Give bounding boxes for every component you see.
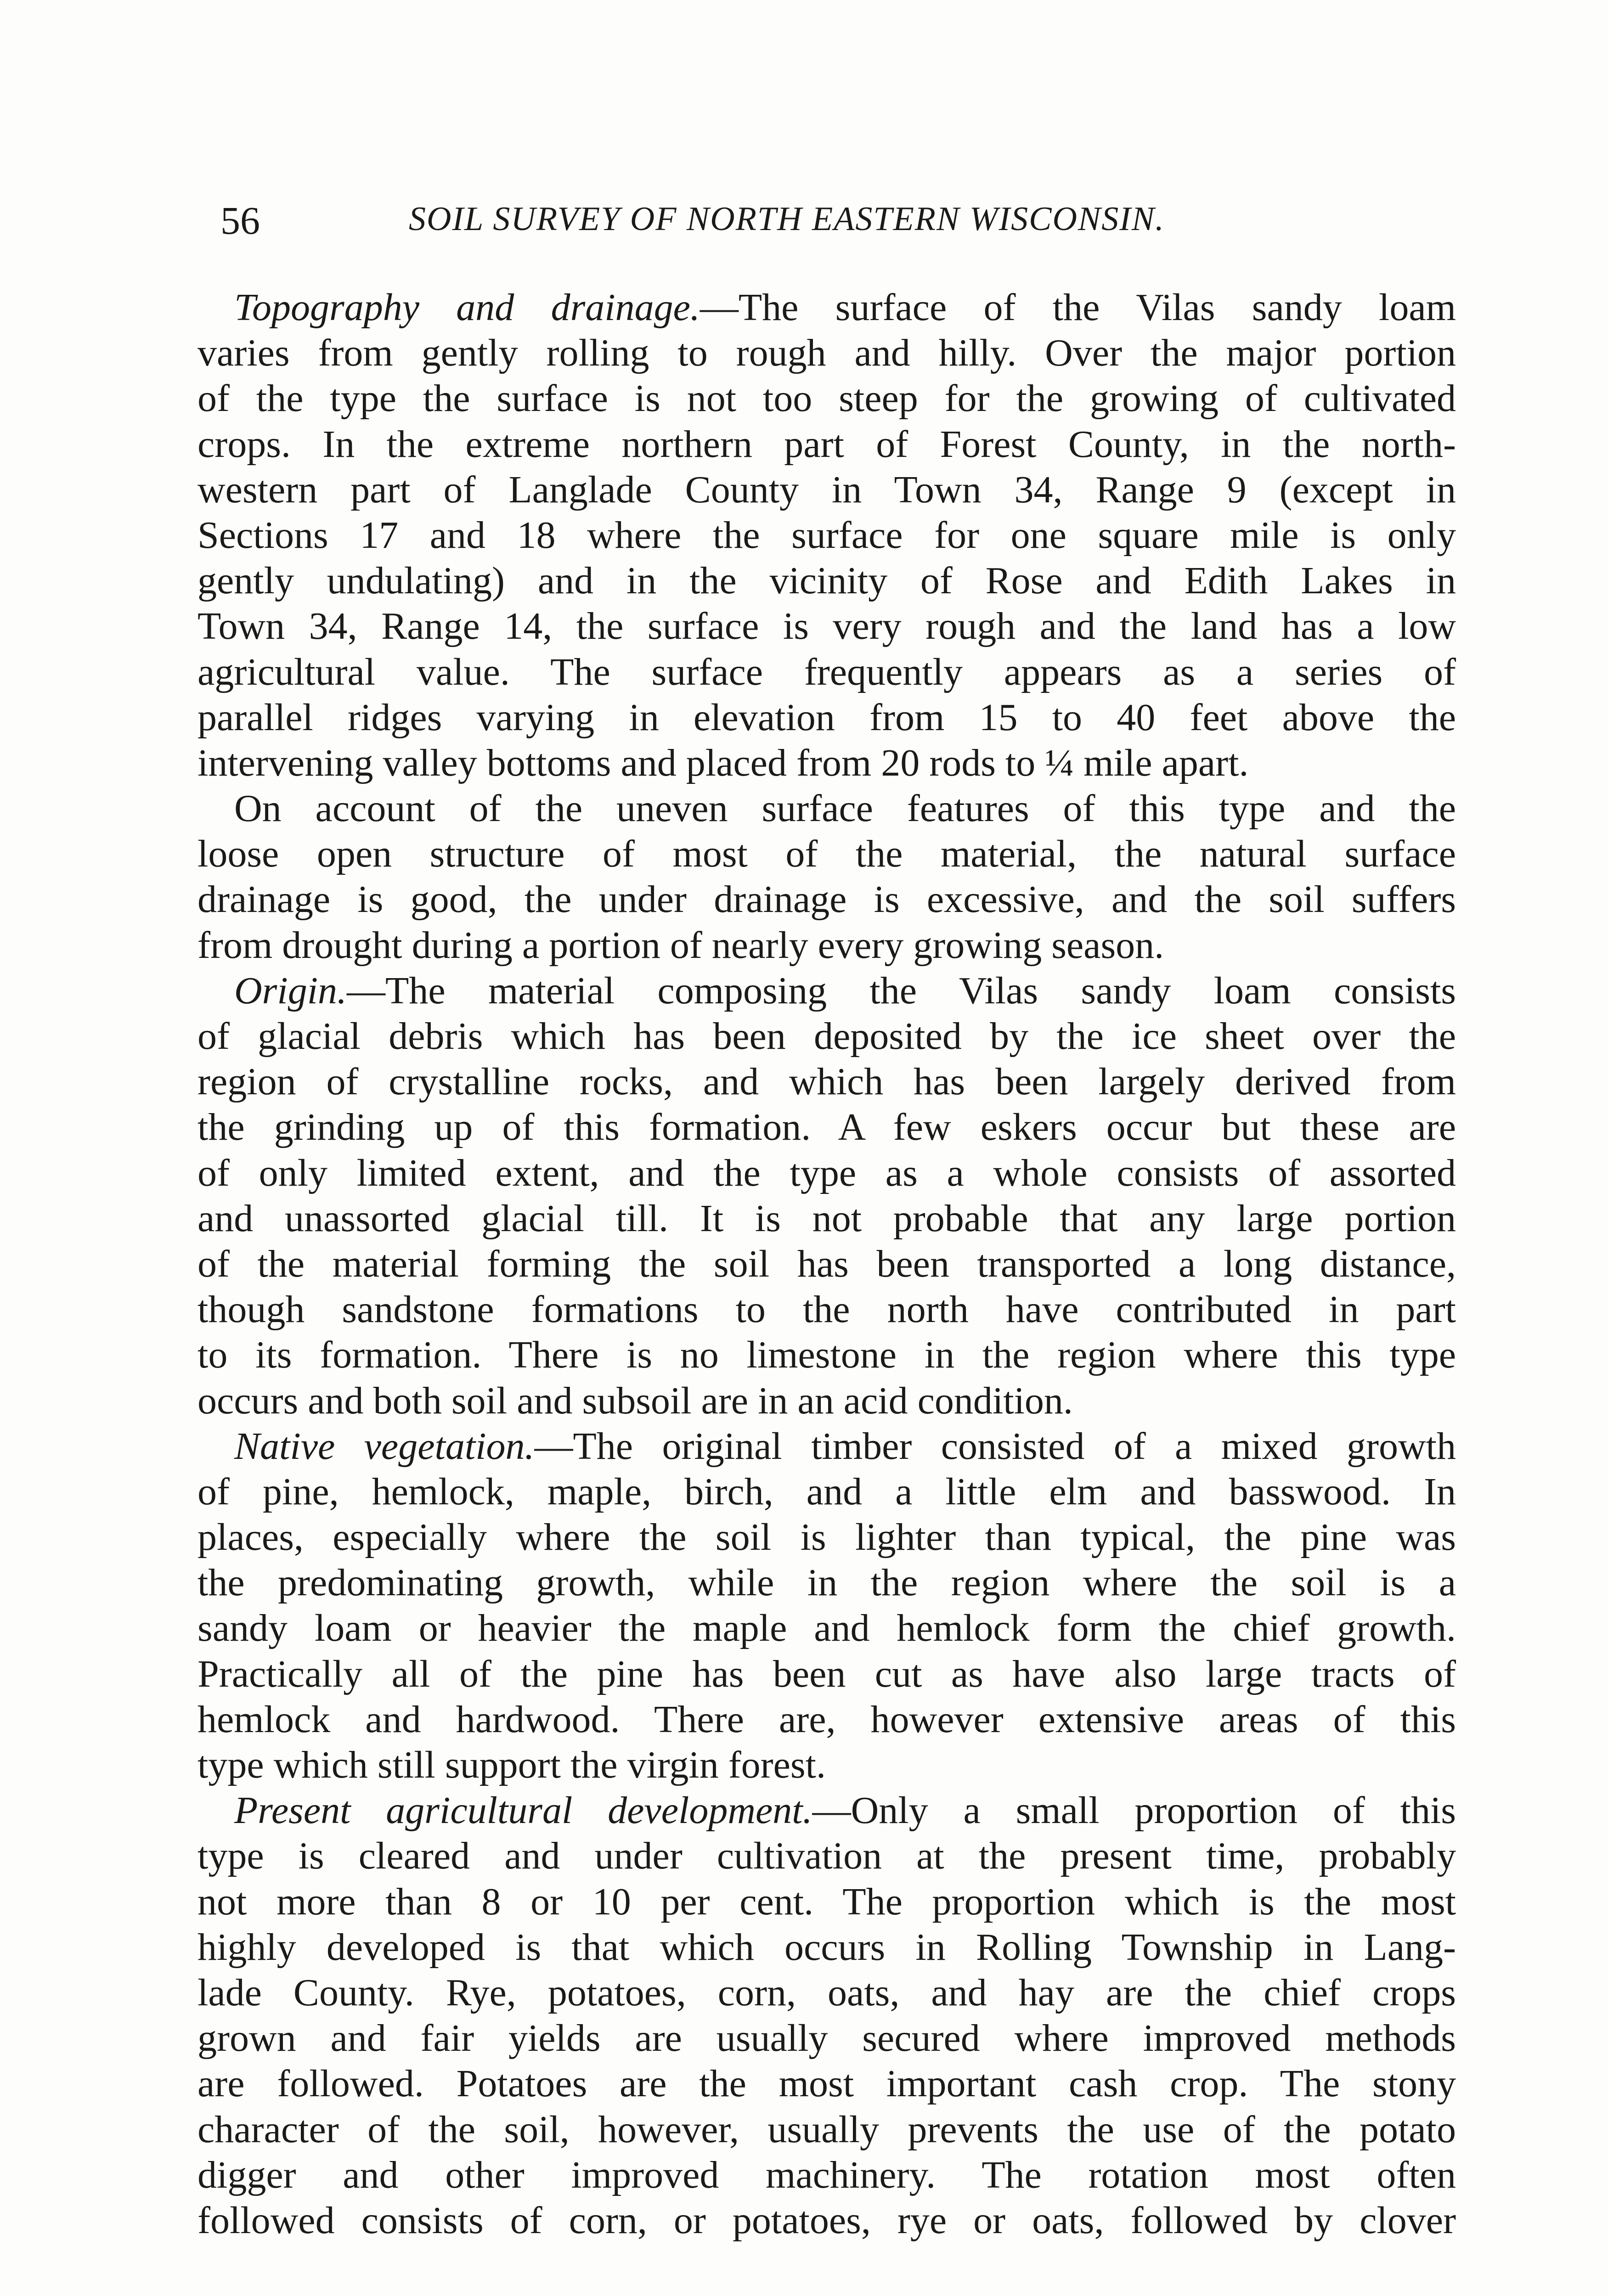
text-line: intervening valley bottoms and placed from 20 rods to ¼ mile apart. (197, 741, 1249, 784)
text-line: Practically all of the pine has been cut as have also large tracts of (197, 1652, 1456, 1695)
text-line: type is cleared and under cultivation at the present time, probably (197, 1835, 1456, 1878)
text-line: region of crystalline rocks, and which has been largely derived from (197, 1060, 1456, 1103)
text-line: the predominating growth, while in the region where the soil is a (197, 1561, 1456, 1604)
text-line: digger and other improved machinery. The rotation most often (197, 2153, 1456, 2196)
text-line: of glacial debris which has been deposited by the ice sheet over the (197, 1015, 1456, 1058)
text-line: Sections 17 and 18 where the surface for one square mile is only (197, 513, 1456, 557)
body-text (197, 285, 1456, 2243)
text-line: highly developed is that which occurs in Rolling Township in Lang- (197, 1925, 1456, 1969)
text-line: On account of the uneven surface features of this type and the (234, 787, 1456, 830)
text-line: hemlock and hardwood. There are, however extensive areas of this (197, 1698, 1456, 1741)
text-line: character of the soil, however, usually prevents the use of the potato (197, 2108, 1456, 2151)
text-line: followed consists of corn, or potatoes, rye or oats, followed by clover (197, 2199, 1456, 2242)
text-line: agricultural value. The surface frequently appears as a series of (197, 650, 1456, 693)
running-title: SOIL SURVEY OF NORTH EASTERN WISCONSIN. (409, 200, 1165, 238)
text-line: Topography and drainage.—The surface of the Vilas sandy loam (234, 286, 1456, 329)
text-line: not more than 8 or 10 per cent. The proportion which is the most (197, 1880, 1456, 1923)
text-line: lade County. Rye, potatoes, corn, oats, and hay are the chief crops (197, 1971, 1456, 2014)
text-line: drainage is good, the under drainage is excessive, and the soil suffers (197, 878, 1456, 921)
text-line: the grinding up of this formation. A few eskers occur but these are (197, 1106, 1456, 1149)
text-line: Native vegetation.—The original timber consisted of a mixed growth (234, 1424, 1456, 1468)
paragraph-heading: Topography and drainage. (234, 286, 700, 329)
text-line: occurs and both soil and subsoil are in an acid condition. (197, 1379, 1073, 1422)
text-line: and unassorted glacial till. It is not probable that any large portion (197, 1197, 1456, 1240)
paragraph-heading: Origin. (234, 969, 347, 1012)
text-line: crops. In the extreme northern part of Forest County, in the north- (197, 422, 1456, 466)
text-line: Origin.—The material composing the Vilas sandy loam consists (234, 969, 1456, 1012)
text-line: though sandstone formations to the north have contributed in part (197, 1288, 1456, 1331)
text-line: Present agricultural development.—Only a small proportion of this (234, 1789, 1456, 1832)
page-number: 56 (220, 198, 260, 242)
text-line: of only limited extent, and the type as a whole consists of assorted (197, 1151, 1456, 1194)
text-line: of pine, hemlock, maple, birch, and a little elm and basswood. In (197, 1470, 1456, 1513)
paragraph-heading: Native vegetation. (234, 1424, 535, 1468)
text-line: western part of Langlade County in Town 34, Range 9 (except in (197, 468, 1456, 511)
text-line: Town 34, Range 14, the surface is very rough and the land has a low (197, 605, 1456, 648)
running-head (216, 197, 1456, 253)
text-line: grown and fair yields are usually secured where improved methods (197, 2017, 1456, 2060)
text-line: sandy loam or heavier the maple and hemlock form the chief growth. (197, 1607, 1456, 1650)
text-line: to its formation. There is no limestone in the region where this type (197, 1334, 1456, 1377)
text-line: gently undulating) and in the vicinity of Rose and Edith Lakes in (197, 559, 1456, 602)
text-line: of the type the surface is not too steep for the growing of cultivated (197, 377, 1456, 420)
text-line: of the material forming the soil has been transported a long distance, (197, 1242, 1456, 1285)
text-line: places, especially where the soil is lighter than typical, the pine was (197, 1516, 1456, 1559)
text-line: varies from gently rolling to rough and hilly. Over the major portion (197, 332, 1456, 375)
text-line: parallel ridges varying in elevation from 15 to 40 feet above the (197, 696, 1456, 739)
text-line: type which still support the virgin forest. (197, 1744, 826, 1786)
paragraph-heading: Present agricultural development. (234, 1789, 812, 1832)
text-line: are followed. Potatoes are the most important cash crop. The stony (197, 2062, 1456, 2105)
text-line: loose open structure of most of the material, the natural surface (197, 833, 1456, 876)
text-line: from drought during a portion of nearly every growing season. (197, 923, 1164, 967)
